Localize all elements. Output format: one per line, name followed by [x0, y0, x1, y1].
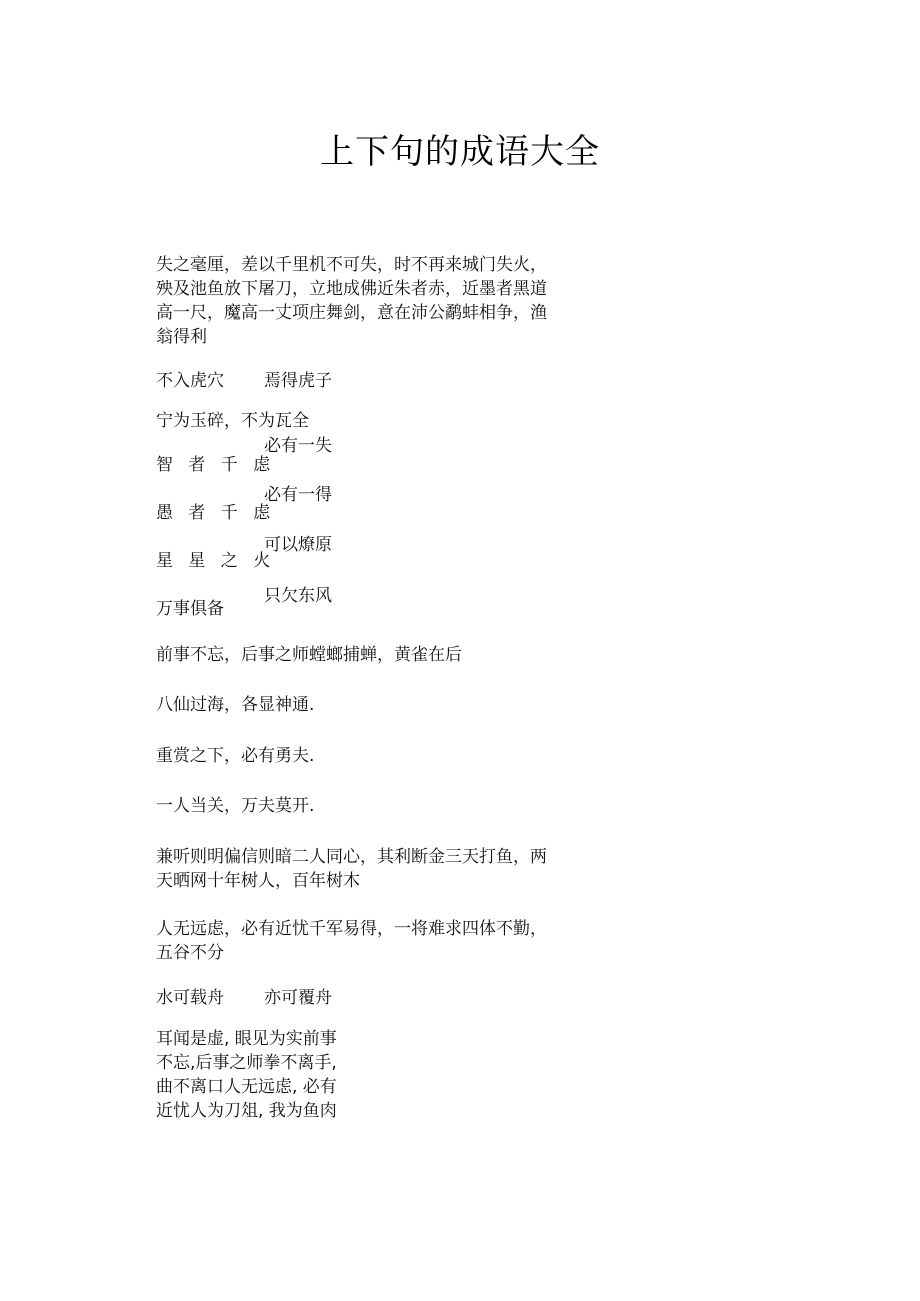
pair-second: 焉得虎子	[264, 371, 332, 391]
paragraph-line: 天晒网十年树人，百年树木	[156, 871, 360, 891]
paragraph-line: 失之毫厘，差以千里机不可失，时不再来城门失火，	[156, 255, 547, 275]
paragraph-line: 近忧人为刀俎, 我为鱼肉	[156, 1101, 337, 1121]
paragraph-line: 殃及池鱼放下屠刀，立地成佛近朱者赤，近墨者黑道	[156, 279, 547, 299]
idiom-line: 重赏之下，必有勇夫.	[156, 746, 315, 766]
pair-second: 只欠东风	[264, 586, 332, 606]
pair-first: 愚 者 千 虑	[156, 503, 276, 523]
paragraph-line: 五谷不分	[156, 943, 224, 963]
paragraph-line: 不忘,后事之师拳不离手,	[156, 1053, 337, 1073]
paragraph-line: 高一尺，魔高一丈项庄舞剑，意在沛公鹬蚌相争，渔	[156, 303, 547, 323]
pair-first: 万事俱备	[156, 599, 224, 619]
idiom-line: 一人当关，万夫莫开.	[156, 796, 315, 816]
pair-first: 智 者 千 虑	[156, 455, 276, 475]
pair-first: 不入虎穴	[156, 371, 224, 391]
idiom-line: 宁为玉碎，不为瓦全	[156, 411, 309, 431]
paragraph-line: 翁得利	[156, 327, 207, 347]
paragraph-line: 曲不离口人无远虑, 必有	[156, 1077, 337, 1097]
page-title: 上下句的成语大全	[320, 132, 600, 172]
idiom-line: 前事不忘，后事之师螳螂捕蝉，黄雀在后	[156, 645, 462, 665]
pair-second: 必有一失	[264, 436, 332, 456]
paragraph-line: 耳闻是虚, 眼见为实前事	[156, 1029, 337, 1049]
paragraph-line: 人无远虑，必有近忧千军易得，一将难求四体不勤，	[156, 919, 547, 939]
pair-second: 亦可覆舟	[264, 988, 332, 1008]
paragraph-line: 兼听则明偏信则暗二人同心，其利断金三天打鱼，两	[156, 847, 547, 867]
pair-first: 星 星 之 火	[156, 551, 276, 571]
pair-second: 可以燎原	[264, 535, 332, 555]
pair-first: 水可载舟	[156, 988, 224, 1008]
idiom-line: 八仙过海，各显神通.	[156, 695, 315, 715]
pair-second: 必有一得	[264, 485, 332, 505]
